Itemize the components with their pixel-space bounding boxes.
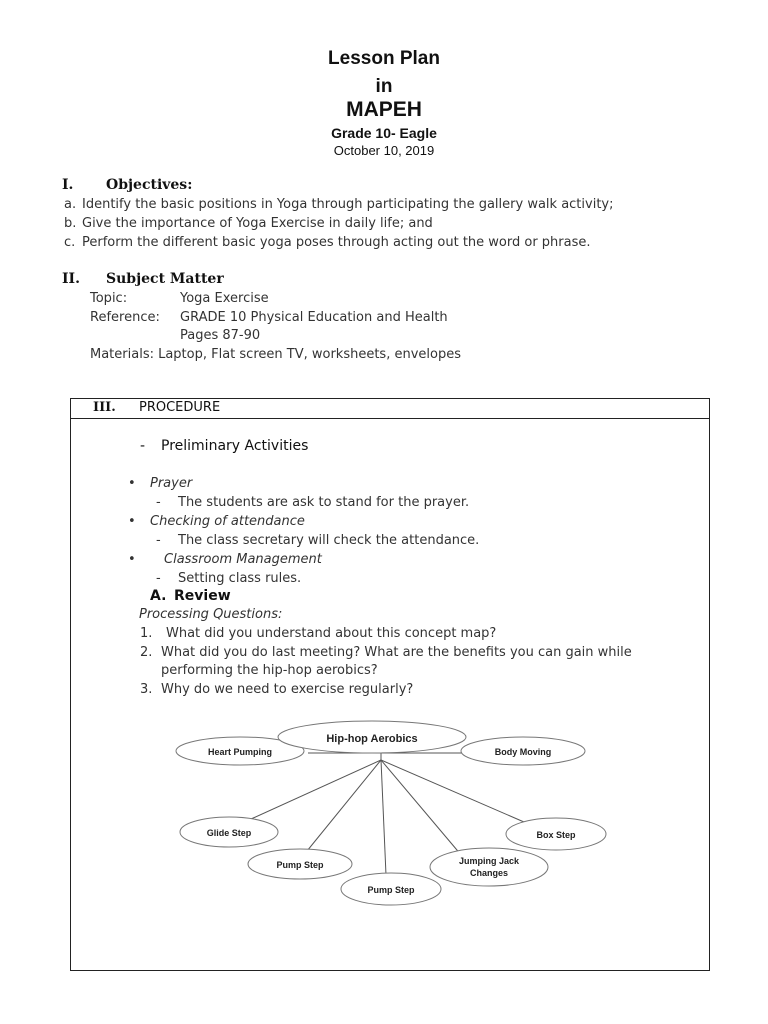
processing-questions-title: Processing Questions: [139, 607, 283, 622]
question-text: What did you do last meeting? What are the benefits you can gain while [161, 645, 632, 660]
activity-detail-attendance: - The class secretary will check the attendance. [156, 533, 480, 548]
question-num: 3. [140, 682, 153, 697]
date-label: October 10, 2019 [333, 143, 435, 158]
title-line-1: Lesson Plan [328, 48, 440, 69]
activity-title: Prayer [150, 476, 193, 491]
activity-detail-text: Setting class rules. [178, 571, 302, 586]
node-label: Hip-hop Aerobics [326, 733, 418, 745]
activity-attendance: • Checking of attendance [128, 514, 305, 529]
objective-text: Give the importance of Yoga Exercise in daily life; and [82, 216, 433, 231]
connector-line [307, 760, 381, 851]
reference-value: GRADE 10 Physical Education and Health [180, 310, 448, 325]
subject-title: Subject Matter [106, 271, 224, 287]
objective-text: Perform the different basic yoga poses through acting out the word or phrase. [82, 235, 591, 250]
objectives-roman: I. [62, 177, 74, 193]
question-text: What did you understand about this concept map? [166, 626, 497, 641]
topic-value: Yoga Exercise [180, 291, 269, 306]
activity-detail-text: The class secretary will check the attendance. [178, 533, 480, 548]
node-label: Pump Step [276, 860, 324, 870]
procedure-title: PROCEDURE [139, 400, 221, 415]
connector-line [381, 760, 386, 875]
activity-title: Checking of attendance [150, 514, 305, 529]
objective-label: b. [64, 216, 77, 231]
objective-label: c. [64, 235, 76, 250]
preliminary-dash: - [140, 438, 146, 454]
objective-label: a. [64, 197, 77, 212]
node-label: Body Moving [494, 747, 552, 757]
reference-label: Reference: [90, 310, 160, 325]
activity-prayer: • Prayer [128, 476, 193, 491]
connector-line [240, 760, 381, 824]
review-label: A. [150, 588, 167, 604]
activity-detail-text: The students are ask to stand for the prayer. [178, 495, 470, 510]
objective-text: Identify the basic positions in Yoga through participating the gallery walk activity; [82, 197, 614, 212]
materials-row: Materials: Laptop, Flat screen TV, worksheets, envelopes [90, 347, 461, 362]
activity-management: • Classroom Management [128, 552, 322, 567]
preliminary-title: Preliminary Activities [161, 438, 309, 454]
node-label: Pump Step [367, 885, 415, 895]
node-label: Jumping Jack [458, 856, 520, 866]
question-text: Why do we need to exercise regularly? [161, 682, 414, 697]
question-2-continued: performing the hip-hop aerobics? [161, 663, 378, 678]
objectives-title: Objectives: [106, 177, 193, 193]
review-title: Review [174, 588, 231, 604]
connector-line [381, 760, 462, 856]
grade-label: Grade 10- Eagle [331, 125, 437, 141]
node-jumping-jack [430, 848, 548, 886]
activity-detail-management: - Setting class rules. [156, 571, 302, 586]
title-line-2: in [375, 76, 393, 97]
title-line-3: MAPEH [346, 98, 422, 121]
node-label: Box Step [536, 830, 576, 840]
activity-title: Classroom Management [164, 552, 322, 567]
subject-roman: II. [62, 271, 80, 287]
connector-line [381, 760, 524, 822]
topic-label: Topic: [90, 291, 128, 306]
pages-value: Pages 87-90 [180, 328, 261, 343]
node-label: Heart Pumping [207, 747, 273, 757]
question-num: 1. [140, 626, 153, 641]
node-label: Glide Step [206, 828, 252, 838]
node-label: Changes [469, 868, 509, 878]
procedure-roman: III. [93, 400, 116, 415]
question-num: 2. [140, 645, 153, 660]
activity-detail-prayer: - The students are ask to stand for the prayer. [156, 495, 470, 510]
